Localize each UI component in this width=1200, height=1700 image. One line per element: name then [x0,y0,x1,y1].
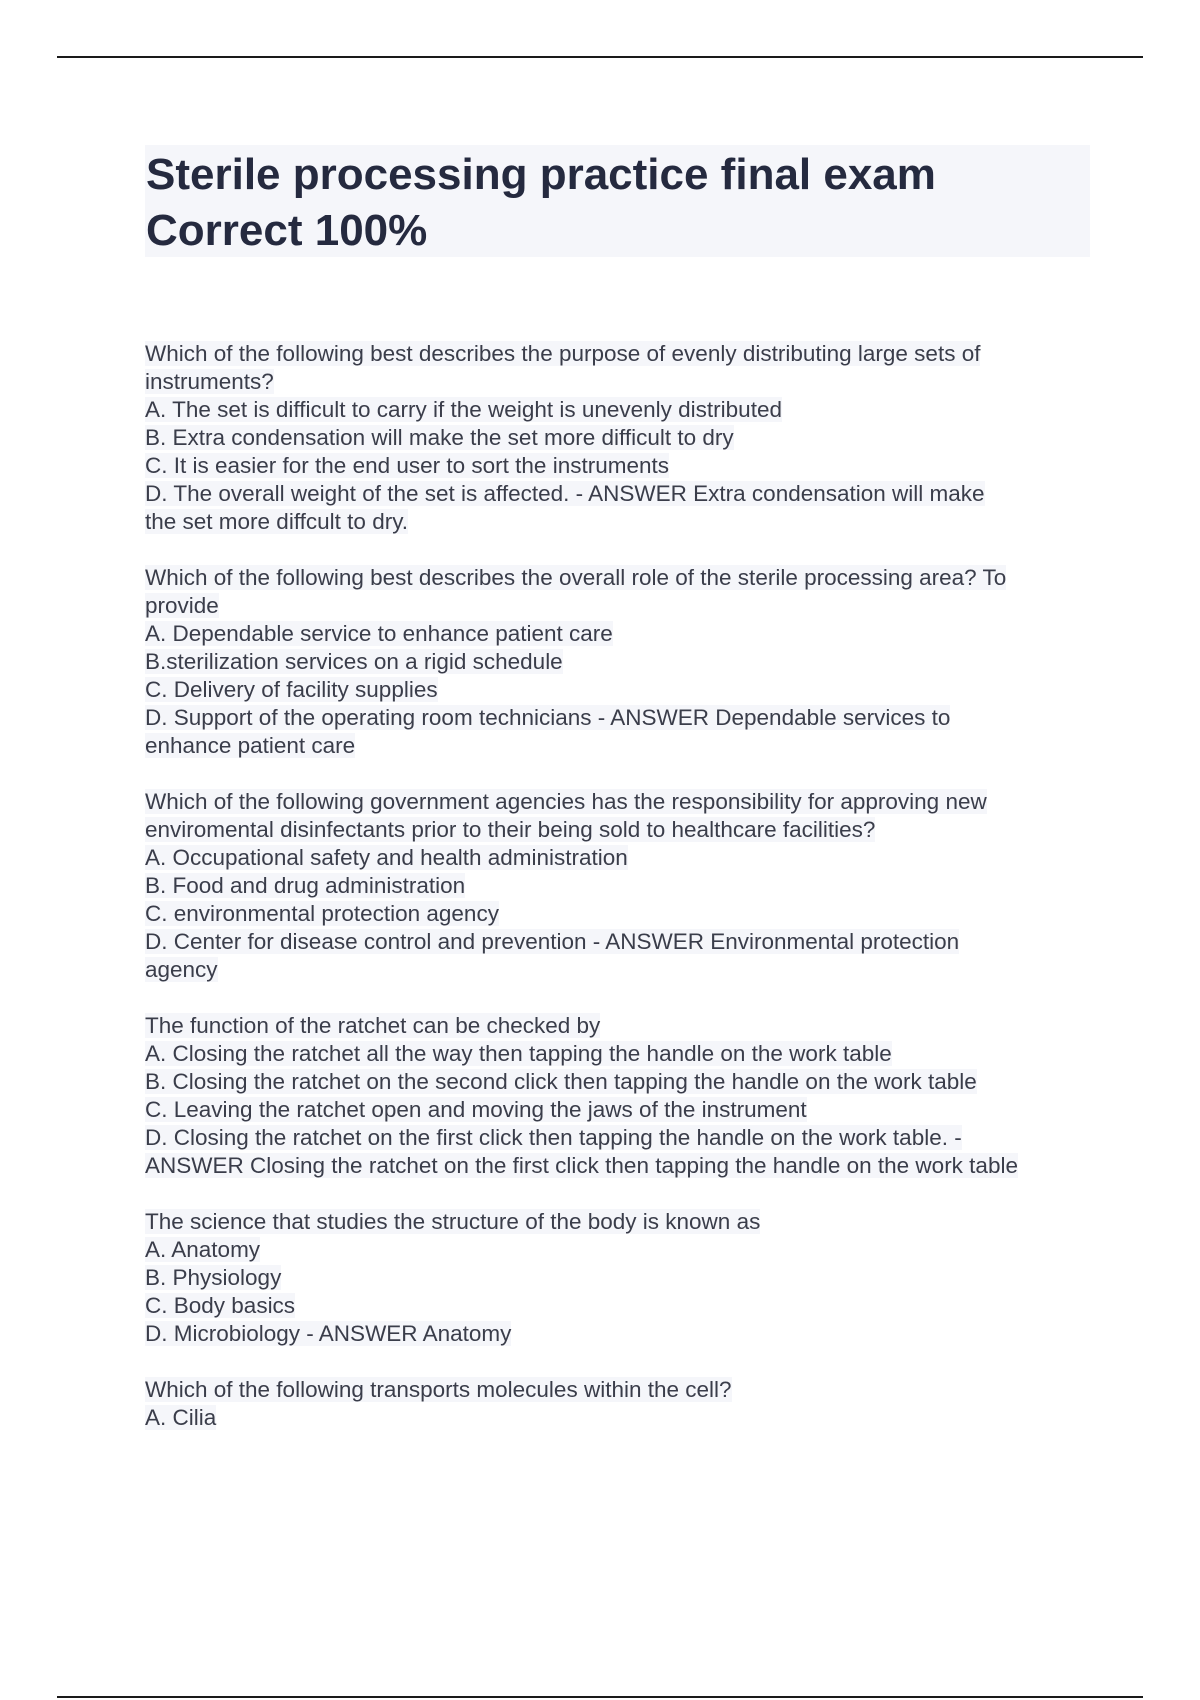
answer-option: A. Occupational safety and health administration [145,845,628,870]
bottom-rule [57,1696,1143,1698]
question-prompt: Which of the following government agencies has the responsibility for approving new enviromental disinfectants prior to their being sold to healthcare facilities? [145,789,987,842]
question-prompt: The function of the ratchet can be checked by [145,1013,601,1038]
question-prompt: Which of the following transports molecules within the cell? [145,1377,732,1402]
question-block [145,564,1095,760]
question-prompt: Which of the following best describes the purpose of evenly distributing large sets of instruments? [145,341,981,394]
answer-option: D. Support of the operating room technicians - ANSWER Dependable services to enhance patient care [145,705,951,758]
answer-option: D. Center for disease control and prevention - ANSWER Environmental protection agency [145,929,960,982]
answer-option: B. Closing the ratchet on the second click then tapping the handle on the work table [145,1069,977,1094]
answer-option: A. Anatomy [145,1237,261,1262]
answer-option: D. The overall weight of the set is affected. - ANSWER Extra condensation will make the set more diffcult to dry. [145,481,985,534]
question-block [145,1208,1095,1348]
answer-option: A. The set is difficult to carry if the weight is unevenly distributed [145,397,782,422]
answer-option: C. Leaving the ratchet open and moving the jaws of the instrument [145,1097,807,1122]
answer-option: D. Closing the ratchet on the first click then tapping the handle on the work table. - ANSWER Closing the ratchet on the first click then tapping the handle on the work table [145,1125,1018,1178]
answer-option: B. Physiology [145,1265,282,1290]
question-list [145,340,1095,1460]
answer-option: B.sterilization services on a rigid schedule [145,649,563,674]
answer-option: A. Cilia [145,1405,217,1430]
question-prompt: The science that studies the structure of the body is known as [145,1209,761,1234]
answer-option: A. Closing the ratchet all the way then tapping the handle on the work table [145,1041,892,1066]
question-block [145,1376,1095,1432]
answer-option: C. Delivery of facility supplies [145,677,438,702]
document-title: Sterile processing practice final exam Correct 100% [146,150,936,255]
answer-option: C. Body basics [145,1293,296,1318]
question-block [145,788,1095,984]
answer-option: D. Microbiology - ANSWER Anatomy [145,1321,512,1346]
question-block [145,1012,1095,1180]
top-rule [57,56,1143,58]
answer-option: B. Food and drug administration [145,873,466,898]
answer-option: C. It is easier for the end user to sort the instruments [145,453,669,478]
answer-option: C. environmental protection agency [145,901,499,926]
question-prompt: Which of the following best describes the overall role of the sterile processing area? To provide [145,565,1007,618]
answer-option: B. Extra condensation will make the set more difficult to dry [145,425,734,450]
answer-option: A. Dependable service to enhance patient care [145,621,613,646]
question-block [145,340,1095,536]
